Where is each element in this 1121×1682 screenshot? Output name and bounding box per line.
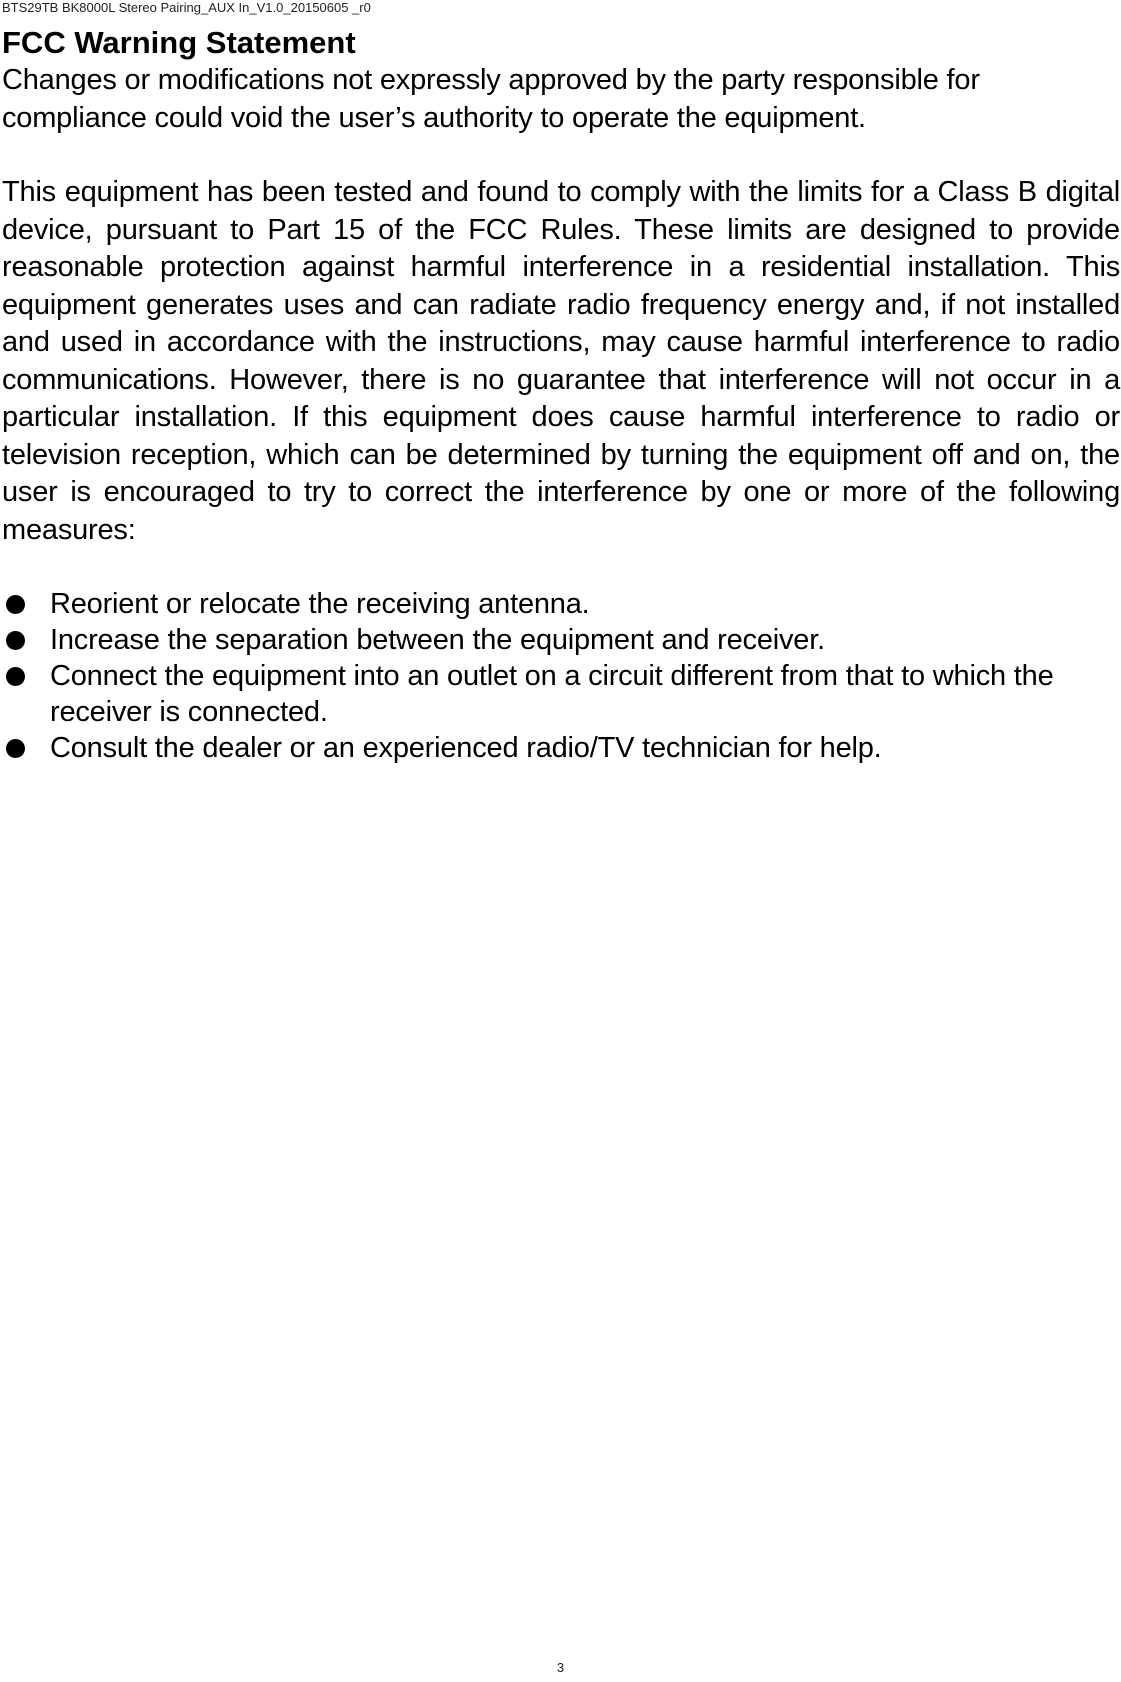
list-item xyxy=(2,586,1120,622)
paragraph-compliance: This equipment has been tested and found to comply with the limits for a Class B digital device, pursuant to Part 15 of the FCC Rules. These limits are designed to provide reasonable protection against harmful interference in a residential installation. This equipment generates uses and can radiate radio frequency energy and, if not installed and used in accordance with the instructions, may cause harmful interference to radio communications. However, there is no guarantee that interference will not occur in a particular installation. If this equipment does cause harmful interference to radio or television reception, which can be determined by turning the equipment off and on, the user is encouraged to try to correct the interference by one or more of the following measures: xyxy=(2,176,1120,546)
list-item-text: Consult the dealer or an experienced radio/TV technician for help. xyxy=(50,732,882,764)
list-item-text: Increase the separation between the equipment and receiver. xyxy=(50,624,825,656)
list-item xyxy=(2,622,1120,658)
bullet-dot-icon xyxy=(6,595,25,614)
page-title: FCC Warning Statement xyxy=(2,25,356,60)
list-item-text: Reorient or relocate the receiving antenna. xyxy=(50,588,590,620)
paragraph-spacer xyxy=(2,549,1120,586)
bullet-dot-icon xyxy=(6,667,25,686)
paragraph-spacer xyxy=(2,137,1120,174)
bullet-dot-icon xyxy=(6,631,25,650)
bullet-dot-icon xyxy=(6,739,25,758)
paragraph-modifications: Changes or modifications not expressly approved by the party responsible for compliance could void the user’s authority to operate the equipment. xyxy=(2,64,980,134)
list-item-text: Connect the equipment into an outlet on a circuit different from that to which the receiver is connected. xyxy=(50,660,1054,728)
measures-list xyxy=(2,586,1120,766)
page-number: 3 xyxy=(556,1660,565,1675)
document-header: BTS29TB BK8000L Stereo Pairing_AUX In_V1.0_20150605 _r0 xyxy=(2,0,371,15)
list-item xyxy=(2,730,1120,766)
list-item xyxy=(2,658,1120,730)
document-body xyxy=(2,24,1120,766)
